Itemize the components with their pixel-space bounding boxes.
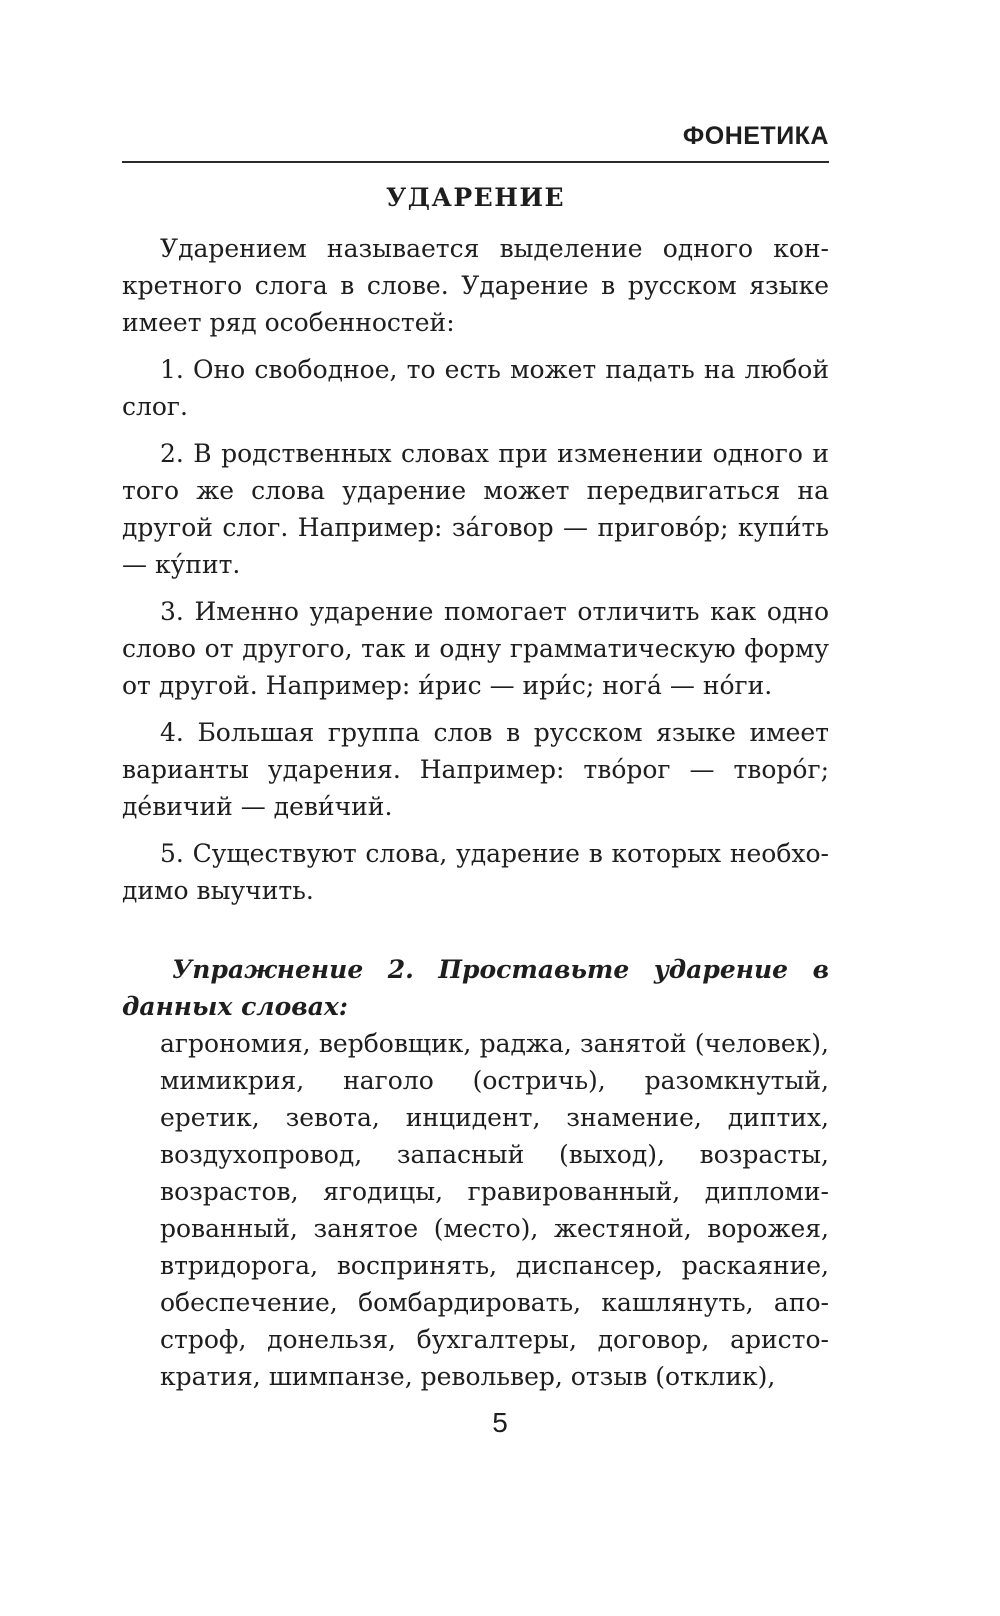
point-4: 4. Большая группа слов в русском языке имеет варианты ударения. Например: тво́рог — творо́г; де́вичий — деви́чий. <box>122 718 829 821</box>
point-2: 2. В родственных словах при изменении одного и того же слова ударение может передвигаться на другой слог. Например: за́говор — пригово́р; купи́ть — ку́пит. <box>122 439 829 579</box>
intro-paragraph: Ударением называется выделение одного конкретного слога в слове. Ударение в русском языке имеет ряд особенностей: <box>122 234 829 337</box>
header-rule <box>122 161 829 163</box>
exercise-block <box>122 951 829 1395</box>
page-number: 5 <box>492 1407 508 1438</box>
running-head: ФОНЕТИКА <box>682 122 829 150</box>
section-title: УДАРЕНИЕ <box>385 183 566 212</box>
page-content <box>122 176 829 1395</box>
exercise-title: Упражнение 2. Проставьте ударение в данных словах: <box>122 955 829 1021</box>
exercise-word-list: агрономия, вербовщик, раджа, занятой (человек), мимикрия, наголо (остричь), разомкнутый, еретик, зевота, инцидент, знамение, диптих, воздухопровод, запасный (выход), возрасты, возрастов, ягодицы, гравированный, дипломированный, занятое (место), жестяной, ворожея, втридорога, воспринять, диспансер, раскаяние, обеспечение, бомбардировать, кашлянуть, апостроф, донельзя, бухгалтеры, договор, аристократия, шимпанзе, револьвер, отзыв (отклик), <box>160 1029 829 1391</box>
point-5: 5. Существуют слова, ударение в которых необходимо выучить. <box>122 839 829 905</box>
point-1: 1. Оно свободное, то есть может падать на любой слог. <box>122 355 829 421</box>
point-3: 3. Именно ударение помогает отличить как одно слово от другого, так и одну грамматическую форму от другой. Например: и́рис — ири́с; нога́ — но́ги. <box>122 597 829 700</box>
